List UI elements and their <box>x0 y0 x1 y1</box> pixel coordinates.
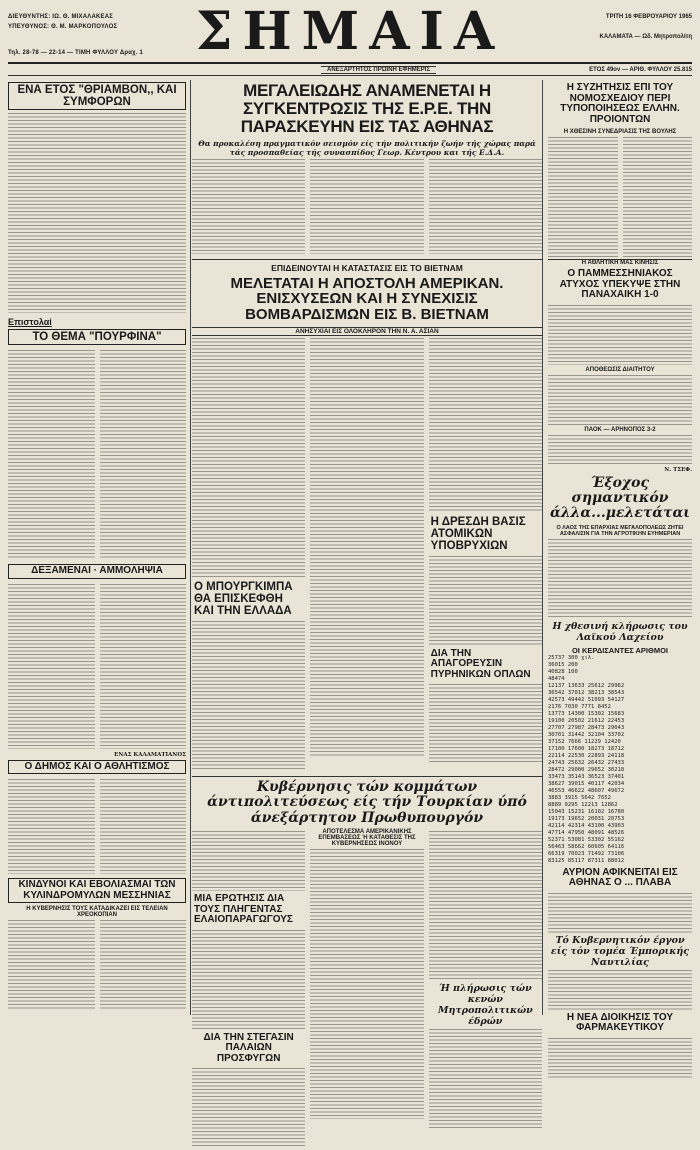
place-line: ΚΑΛΑΜΑΤΑ — Ωδ. Μητροπολίτη <box>599 34 692 40</box>
lottery-row: 3883 3915 5642 7652 <box>548 794 611 801</box>
reservoir-text-columns <box>8 582 186 751</box>
letter-text-columns <box>8 348 186 562</box>
lead-headline: ΕΝΑ ΕΤΟΣ "ΘΡΙΑΜΒΟΝ,, ΚΑΙ ΣΥΜΦΟΡΩΝ <box>8 82 186 110</box>
lottery-row: 52371 53081 53302 55162 <box>548 836 625 843</box>
main-text-columns <box>192 157 542 256</box>
lottery-row: 19173 19652 20031 20753 <box>548 815 625 822</box>
sport-text-2 <box>548 375 692 425</box>
lottery-row: 37152 7666 11229 12420 <box>548 738 621 745</box>
feature-subhead: Ο ΛΑΟΣ ΤΗΣ ΕΠΑΡΧΙΑΣ ΜΕΓΑΛΟΠΟΛΕΩΣ ΖΗΤΕΙ ΑΣΦΑΛΙΣΙΝ ΓΙΑ ΤΗΝ ΑΓΡΟΤΙΚΗΝ ΕΥΗΜΕΡΙΑΝ <box>556 524 684 537</box>
bourguiba-text <box>192 621 305 771</box>
vietnam-text-columns <box>192 336 542 773</box>
turkey-text-a <box>192 831 305 891</box>
main-headline: ΜΕΓΑΛΕΙΩΔΗΣ ΑΝΑΜΕΝΕΤΑΙ Η ΣΥΓΚΕΝΤΡΩΣΙΣ ΤΗΣ Ε.Ρ.Ε. ΤΗΝ ΠΑΡΑΣΚΕΥΗΝ ΕΙΣ ΤΑΣ ΑΘΗΝΑΣ <box>240 81 494 136</box>
lottery-kicker: Η χθεσινή κλήρωσις του Λαϊκού Λαχείου <box>552 620 688 643</box>
standardisation-headline: Η ΣΥΖΗΤΗΣΙΣ ΕΠΙ ΤΟΥ ΝΟΜΟΣΧΕΔΙΟΥ ΠΕΡΙ ΤΥΠΟΠΟΙΗΣΕΩΣ ΕΛΛΗΝ. ΠΡΟΙΟΝΤΩΝ <box>560 82 680 125</box>
masthead-right <box>600 12 693 42</box>
lottery-numbers <box>548 655 692 865</box>
vietnam-subhead: ΑΝΗΣΥΧΙΑΙ ΕΙΣ ΟΛΟΚΛΗΡΟΝ ΤΗΝ Ν. Α. ΑΣΙΑΝ <box>192 327 542 336</box>
lottery-row: 66319 70023 71492 73106 <box>548 850 625 857</box>
vietnam-headline: ΜΕΛΕΤΑΤΑΙ Η ΑΠΟΣΤΟΛΗ ΑΜΕΡΙΚΑΝ. ΕΝΙΣΧΥΣΕΩΝ ΚΑΙ Η ΣΥΝΕΧΙΣΙΣ ΒΟΜΒΑΡΔΙΣΜΩΝ ΕΙΣ Β. ΒΙΕΤΝΑΜ <box>230 274 504 324</box>
nuclear-headline: ΔΙΑ ΤΗΝ ΑΠΑΓΟΡΕΥΣΙΝ ΠΥΡΗΝΙΚΩΝ ΟΠΛΩΝ <box>430 647 531 680</box>
column-center <box>192 80 543 1064</box>
lottery-row: 19100 20502 21612 22453 <box>548 717 625 724</box>
turkey-col-a <box>192 829 305 1150</box>
mills-text-a <box>8 920 95 1010</box>
sport-subhead-referee: ΑΠΟΘΕΩΣΙΣ ΔΙΑΙΤΗΤΟΥ <box>585 366 655 373</box>
lottery-row: 33473 35143 36523 37401 <box>548 773 625 780</box>
letter-text-a <box>8 350 95 560</box>
standardisation-columns <box>548 135 692 259</box>
lottery-row: 30701 31442 32104 33702 <box>548 731 625 738</box>
lottery-row: 25737 300 χιλ. <box>548 654 595 661</box>
lottery-row: 47714 47950 48091 48526 <box>548 829 625 836</box>
letter-headline: ΤΟ ΘΕΜΑ "ΠΟΥΡΦΙΝΑ" <box>8 329 186 345</box>
refugees-headline: ΔΙΑ ΤΗΝ ΣΤΕΓΑΣΙΝ ΠΑΛΑΙΩΝ ΠΡΟΣΦΥΓΩΝ <box>203 1031 294 1064</box>
vietnam-text-b <box>310 338 423 758</box>
lottery-row: 8889 9295 12213 12862 <box>548 801 618 808</box>
date-line: ΤΡΙΤΗ 16 ΦΕΒΡΟΥΑΡΙΟΥ 1965 <box>605 14 692 20</box>
turkey-col-b <box>310 829 423 1150</box>
lottery-row: 83125 85117 87311 88012 <box>548 857 625 864</box>
lottery-row: 27707 27987 28473 29043 <box>548 724 625 731</box>
lottery-row: 48474 <box>548 675 565 682</box>
lottery-row: 24743 25632 26432 27433 <box>548 759 625 766</box>
sports-municipal-columns <box>8 777 186 876</box>
sport-text <box>548 305 692 365</box>
question-headline: ΜΙΑ ΕΡΩΤΗΣΙΣ ΔΙΑ ΤΟΥΣ ΠΛΗΓΕΝΤΑΣ ΕΛΑΙΟΠΑΡΑΓΩΓΟΥΣ <box>194 893 293 926</box>
refugees-text <box>192 1068 305 1148</box>
vietnam-col-b <box>310 336 423 773</box>
mills-text-b <box>100 920 187 1010</box>
turkey-text-columns <box>192 829 542 1150</box>
sport-signature: Ν. ΤΣΕΦ. <box>664 466 692 473</box>
question-text <box>192 930 305 1030</box>
lottery-row: 36015 200 <box>548 661 578 668</box>
turkey-subhead: ΑΠΟΤΕΛΕΣΜΑ ΑΜΕΡΙΚΑΝΙΚΗΣ ΕΠΕΜΒΑΣΕΩΣ Ή ΚΑΤΑΘΕΣΙΣ ΤΗΣ ΚΥΒΕΡΝΗΣΕΩΣ ΙΝΟΝΟΥ <box>318 829 416 848</box>
lottery-row: 38627 39015 40117 42034 <box>548 780 625 787</box>
sport-headline: Ο ΠΑΜΜΕΣΣΗΝΙΑΚΟΣ ΑΤΥΧΟΣ ΥΠΕΚΥΨΕ ΣΤΗΝ ΠΑΝΑΧΑΙΚΗ 1-0 <box>559 268 681 300</box>
director-line: ΔΙΕΥΘΥΝΤΗΣ: ΙΩ. Θ. ΜΙΧΑΛΑΚΕΑΣ <box>8 14 114 20</box>
sport-text-3 <box>548 435 692 465</box>
reservoir-headline: ΔΕΞΑΜΕΝΑΙ · ΑΜΜΟΛΗΨΙΑ <box>8 564 186 579</box>
vietnam-kicker: ΕΠΙΔΕΙΝΟΥΤΑΙ Η ΚΑΤΑΣΤΑΣΙΣ ΕΙΣ ΤΟ ΒΙΕΤΝΑΜ <box>271 262 463 273</box>
turkey-headline: Κυβέρνησις τών κομμάτων άντιπολιτεύσεως είς τήν Τουρκίαν ύπό άνεξάρτητον Πρωθυπουργόν <box>207 778 527 826</box>
lottery-row: 17100 17600 18273 18712 <box>548 745 625 752</box>
lottery-row: 12137 13633 25612 29962 <box>548 682 625 689</box>
reservoir-text-a <box>8 584 95 749</box>
ship-text <box>548 893 692 933</box>
masthead <box>8 1 692 64</box>
letters-label: Επιστολαί <box>8 317 52 328</box>
letter-text-b <box>100 350 187 560</box>
sport-kicker: Η ΑΘΛΗΤΙΚΗ ΜΑΣ ΚΙΝΗΣΙΣ <box>548 259 692 266</box>
lottery-row: 36542 37012 38213 38543 <box>548 689 625 696</box>
issue-line: ΕΤΟΣ 49ον — ΑΡΙΘ. ΦΥΛΛΟΥ 25.815 <box>589 66 692 73</box>
lottery-row: 22114 22530 22893 24118 <box>548 752 625 759</box>
lottery-row: 46553 46622 48607 49672 <box>548 787 625 794</box>
phone-line: Τηλ. 28-78 — 22-14 — ΤΙΜΗ ΦΥΛΛΟΥ Δραχ. 1 <box>8 50 144 56</box>
divider <box>192 259 542 260</box>
feature-text <box>548 539 692 619</box>
standardisation-text-a <box>548 137 618 257</box>
column-right <box>548 80 692 1034</box>
sports-municipal-text-b <box>100 779 187 874</box>
nuclear-text <box>429 684 542 764</box>
letter-signature: ΕΝΑΣ ΚΑΛΑΜΑΤΙΑΝΟΣ <box>114 751 186 758</box>
metropolis-headline: Ή πλήρωσις τών κενών Μητροπολιτικών έδρών <box>437 983 533 1028</box>
main-text-a <box>192 159 305 254</box>
divider <box>192 776 542 777</box>
main-text-b <box>310 159 423 254</box>
shipping-headline: Τό Κυβερνητικόν έργον είς τόν τομέα Έμπορικής Ναυτιλίας <box>550 934 690 968</box>
mills-text-columns <box>8 918 186 1012</box>
standardisation-subhead: Η ΧΘΕΣΙΝΗ ΣΥΝΕΔΡΙΑΣΙΣ ΤΗΣ ΒΟΥΛΗΣ <box>563 129 677 135</box>
tagline: ΑΝΕΞΑΡΤΗΤΟΣ ΠΡΩΙΝΗ ΕΦΗΜΕΡΙΣ <box>321 66 436 74</box>
lottery-row: 42573 49442 51093 54127 <box>548 696 625 703</box>
sport-subhead-paok: ΠΑΟΚ — ΑΡΗΝΟΠΟΣ 3-2 <box>584 426 656 433</box>
mills-headline: ΚΙΝΔΥΝΟΙ ΚΑΙ ΕΒΟΛΙΑΣΜΑΙ ΤΩΝ ΚΥΛΙΝΔΡΟΜΥΛΩΝ ΜΕΣΣΗΝΙΑΣ <box>8 878 186 903</box>
ship-headline: ΑΥΡΙΟΝ ΑΦΙΚΝΕΙΤΑΙ ΕΙΣ ΑΘΗΝΑΣ Ο ... ΠΛΑΒΑ <box>562 866 678 889</box>
lottery-row: 56463 58662 60605 64116 <box>548 843 625 850</box>
bourguiba-headline: Ο ΜΠΟΥΡΓΚΙΜΠΑ ΘΑ ΕΠΙΣΚΕΦΘΗ ΚΑΙ ΤΗΝ ΕΛΛΑΔΑ <box>194 580 293 617</box>
metropolis-text <box>429 1029 542 1129</box>
dresden-text <box>429 556 542 646</box>
main-text-c <box>429 159 542 254</box>
standardisation-text-b <box>623 137 693 257</box>
pharmacy-headline: Η ΝΕΑ ΔΙΟΙΚΗΣΙΣ ΤΟΥ ΦΑΡΜΑΚΕΥΤΙΚΟΥ <box>566 1011 674 1034</box>
lottery-row: 42114 42314 43100 43903 <box>548 822 625 829</box>
sports-municipal-text-a <box>8 779 95 874</box>
masthead-subbar <box>8 64 692 76</box>
editor-line: ΥΠΕΥΘΥΝΟΣ: Θ. Μ. ΜΑΡΚΟΠΟΥΛΟΣ <box>8 24 118 30</box>
column-left <box>8 80 191 1015</box>
turkey-col-c <box>429 829 542 1150</box>
vietnam-col-a <box>192 336 305 773</box>
sports-municipal-headline: Ο ΔΗΜΟΣ ΚΑΙ Ο ΑΘΛΗΤΙΣΜΟΣ <box>8 760 186 775</box>
lottery-row: 28472 29000 29652 30218 <box>548 766 625 773</box>
main-subhead: Θα προκαλέση πραγματικόν σεισμόν είς τήν πολιτικήν ζωήν τής χώρας παρά τάς προσπαθείας τής συνασπίδος Γεωρ. Κέντρου και τής Ε.Δ.Α. <box>198 138 536 157</box>
dresden-headline: Η ΔΡΕΣΔΗ ΒΑΣΙΣ ΑΤΟΜΙΚΩΝ ΥΠΟΒΡΥΧΙΩΝ <box>430 515 526 552</box>
lead-article-text <box>8 113 186 313</box>
vietnam-text-c <box>429 338 542 513</box>
page-body <box>8 80 692 1064</box>
reservoir-text-b <box>100 584 187 749</box>
pharmacy-text <box>548 1038 692 1078</box>
lottery-row: 15043 15231 16102 16780 <box>548 808 625 815</box>
newspaper-title: ΣΗΜΑΙΑ <box>195 1 505 62</box>
vietnam-col-c <box>429 336 542 773</box>
turkey-text-b <box>310 849 423 1119</box>
shipping-text <box>548 970 692 1010</box>
vietnam-text-a <box>192 338 305 578</box>
feature-headline: Έξοχος σημαντικόν άλλα...μελετάται <box>549 474 691 522</box>
lottery-row: 40828 100 <box>548 668 578 675</box>
lottery-row: 2176 7030 7771 8452 <box>548 703 611 710</box>
turkey-text-c <box>429 831 542 981</box>
lottery-headline: ΟΙ ΚΕΡΔΙΣΑΝΤΕΣ ΑΡΙΘΜΟΙ <box>571 645 669 655</box>
mills-subhead: Η ΚΥΒΕΡΝΗΣΙΣ ΤΟΥΣ ΚΑΤΑΔΙΚΑΖΕΙ ΕΙΣ ΤΕΛΕΙΑΝ ΧΡΕΟΚΟΠΙΑΝ <box>26 906 168 919</box>
lottery-row: 13773 14300 15302 15683 <box>548 710 625 717</box>
